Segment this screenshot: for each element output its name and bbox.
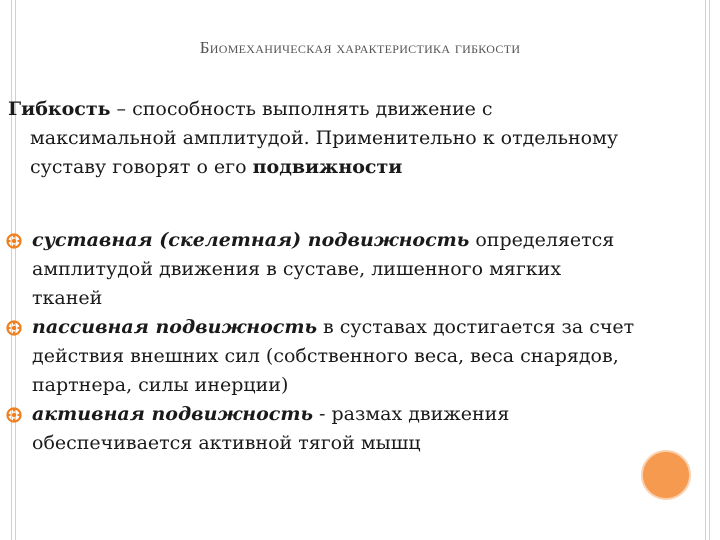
bullet-emphasis: суставная (скелетная) подвижность <box>32 229 470 251</box>
intro-line2: максимальной амплитудой. Применительно к отдельному <box>30 127 619 149</box>
list-item <box>0 400 715 458</box>
intro-line3 <box>8 153 708 182</box>
bullet-text: действия внешних сил (собственного веса, веса снарядов, <box>32 345 619 367</box>
list-item <box>0 313 715 400</box>
bullet-emphasis: активная подвижность <box>32 403 313 425</box>
decorative-circle <box>641 450 691 500</box>
slide-title <box>0 38 720 58</box>
intro-paragraph <box>8 95 708 182</box>
list-item <box>0 226 715 313</box>
intro-line <box>8 98 493 120</box>
bullet-text: партнера, силы инерции) <box>32 374 289 396</box>
intro-line3-prefix: суставу говорят о его <box>30 156 253 178</box>
intro-term: Гибкость <box>8 98 111 120</box>
intro-line1: – способность выполнять движение с <box>110 98 493 120</box>
bullet-text: определяется <box>469 229 615 251</box>
slide-title-text: Биомеханическая характеристика гибкости <box>199 38 521 57</box>
flower-bullet-icon <box>6 320 22 336</box>
bullet-emphasis: пассивная подвижность <box>32 316 317 338</box>
bullet-list <box>0 226 715 458</box>
bullet-text: амплитудой движения в суставе, лишенного мягких <box>32 258 562 280</box>
bullet-text: - размах движения <box>313 403 510 425</box>
bullet-text: обеспечивается активной тягой мышц <box>32 432 421 454</box>
flower-bullet-icon <box>6 233 22 249</box>
intro-line3-bold: подвижности <box>252 156 403 178</box>
flower-bullet-icon <box>6 407 22 423</box>
bullet-text: в суставах достигается за счет <box>316 316 635 338</box>
bullet-text: тканей <box>32 287 103 309</box>
